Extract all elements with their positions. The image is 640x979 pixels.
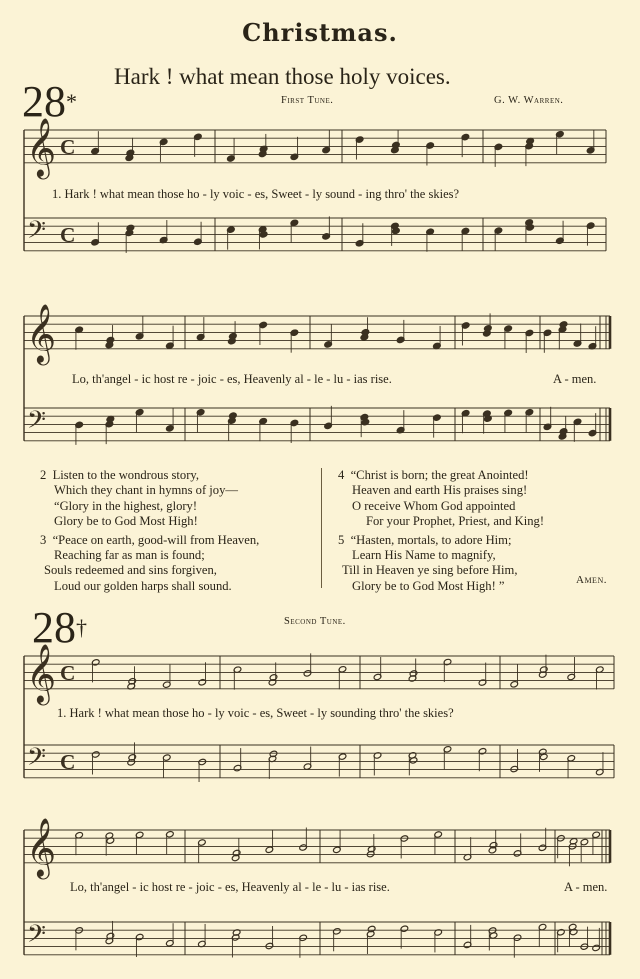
verse-5 [338, 533, 544, 595]
composer-name: G. W. Warren. [494, 95, 564, 106]
note-head [269, 750, 278, 757]
verse-divider [321, 468, 322, 588]
verse-line: Souls redeemed and sins forgiven, [44, 563, 217, 578]
note-head [229, 412, 238, 419]
note-head [126, 149, 135, 156]
verses-left [40, 468, 259, 594]
treble-clef: 𝄞 [26, 303, 57, 363]
verse-number: 2 [40, 468, 47, 482]
verse-number: 3 [40, 532, 47, 547]
hymn-number-first-value: 28 [22, 77, 66, 126]
note-head [361, 329, 370, 336]
note-head [392, 141, 401, 148]
hymn-title: Hark ! what mean those holy voices. [114, 64, 451, 89]
verse-line: “Christ is born; the great Anointed! [350, 468, 529, 482]
note-head [559, 428, 568, 435]
verse-line: “Glory in the highest, glory! [54, 498, 198, 513]
treble-clef: 𝄞 [26, 817, 57, 877]
hymn-mark-second: † [76, 615, 87, 640]
treble-clef: 𝄞 [26, 643, 57, 703]
lyric-line-first-2: Lo, th'angel - ic host re - joic - es, Heavenly al - le - lu - ias rise. [72, 372, 392, 386]
verse-line: “Peace on earth, good-will from Heaven, [52, 532, 260, 547]
verse-line: Listen to the wondrous story, [52, 468, 200, 482]
verse-line: For your Prophet, Priest, and King! [366, 514, 545, 529]
note-head [367, 925, 376, 932]
verse-line: “Hasten, mortals, to adore Him; [350, 532, 512, 547]
verses-right [338, 468, 544, 594]
lyric-line-second-2: Lo, th'angel - ic host re - joic - es, Heavenly al - le - lu - ias rise. [70, 880, 390, 894]
bass-clef: 𝄢 [27, 215, 46, 250]
verse-line: Glory be to God Most High! [54, 514, 198, 529]
lyric-line-second-1: 1. Hark ! what mean those ho - ly voic - es, Sweet - ly sounding thro' the skies? [57, 706, 454, 720]
note-head [128, 754, 137, 761]
verse-2 [40, 468, 259, 530]
note-head [269, 674, 278, 681]
verse-3 [40, 533, 259, 595]
note-head [126, 224, 135, 231]
amen-first: A - men. [553, 372, 597, 386]
bass-clef: 𝄢 [27, 742, 46, 777]
note-head [489, 842, 498, 849]
verse-line: Glory be to God Most High! ” [352, 578, 505, 593]
verse-line: O receive Whom God appointed [352, 498, 516, 513]
note-head [409, 670, 418, 677]
note-head [569, 838, 578, 845]
bass-clef: 𝄢 [27, 405, 46, 440]
section-title: Christmas. [242, 18, 398, 47]
hymn-number-second [32, 603, 87, 652]
verse-line: Heaven and earth His praises sing! [352, 483, 528, 498]
verse-4 [338, 468, 544, 530]
note-head [232, 849, 241, 856]
lyric-line-first-1: 1. Hark ! what mean those ho - ly voic - es, Sweet - ly sound - ing thro' the skies? [52, 187, 460, 201]
time-signature: C [60, 660, 76, 685]
note-head [128, 678, 137, 685]
verse-number: 5 [338, 532, 345, 547]
hymn-mark-first: * [66, 89, 77, 114]
time-signature: C [60, 134, 76, 159]
note-head [229, 332, 238, 339]
bass-clef: 𝄢 [27, 919, 46, 954]
hymn-number-second-value: 28 [32, 603, 76, 652]
verse-line: Till in Heaven ye sing before Him, [342, 563, 518, 578]
verse-line: Which they chant in hymns of joy— [54, 483, 238, 498]
tune-label-first: First Tune. [281, 95, 334, 106]
verse-line: Learn His Name to magnify, [352, 548, 496, 563]
note-head [484, 325, 493, 332]
verse-number: 4 [338, 468, 345, 482]
note-head [106, 336, 115, 343]
verse-amen: Amen. [576, 574, 607, 586]
amen-second: A - men. [564, 880, 608, 894]
tune-label-second: Second Tune. [284, 616, 346, 627]
note-head [559, 321, 568, 328]
treble-clef: 𝄞 [26, 117, 57, 177]
verse-line: Reaching far as man is found; [54, 548, 205, 563]
time-signature: C [60, 749, 76, 774]
time-signature: C [60, 222, 76, 247]
verse-line: Loud our golden harps shall sound. [54, 578, 232, 593]
